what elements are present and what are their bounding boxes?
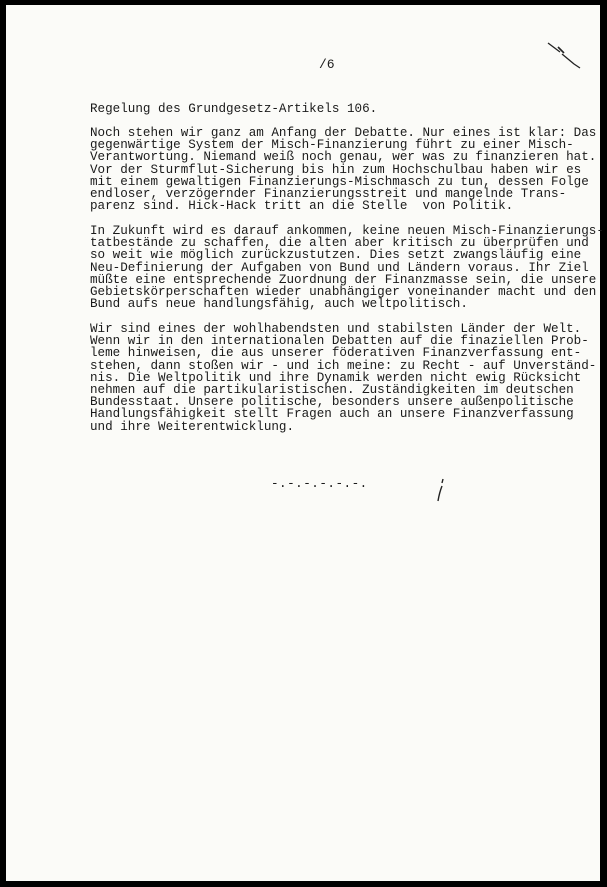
text-line: Neu-Definierung der Aufgaben von Bund und Ländern voraus. Ihr Ziel <box>90 260 589 275</box>
handwritten-mark <box>434 475 448 505</box>
text-line: Verantwortung. Niemand weiß noch genau, wer was zu finanzieren hat. <box>90 150 597 165</box>
text-line: endloser, verzögernder Finanzierungsstreit und mangelnde Trans- <box>90 187 567 202</box>
text-line: Bundesstaat. Unsere politische, besonders unsere außenpolitische <box>90 395 574 410</box>
text-line: gegenwärtige System der Misch-Finanzierung führt zu einer Misch- <box>90 138 574 153</box>
text-line: Gebietskörperschaften wieder unabhängiger voneinander macht und den <box>90 285 597 300</box>
text-line: stehen, dann stoßen wir - und ich meine: zu Recht - auf Unverständ- <box>90 358 597 373</box>
text-line: Vor der Sturmflut-Sicherung bis hin zum Hochschulbau haben wir es <box>90 162 582 177</box>
text-line: nehmen auf die partikularistischen. Zuständigkeiten im deutschen <box>90 383 574 398</box>
page-number: /6 <box>319 57 335 72</box>
text-line: Wir sind eines der wohlhabendsten und stabilsten Länder der Welt. <box>90 322 582 336</box>
text-line: und ihre Weiterentwicklung. <box>90 419 295 434</box>
text-line: parenz sind. Hick-Hack tritt an die Stelle von Politik. <box>90 199 514 214</box>
text-line: mit einem gewaltigen Finanzierungs-Mischmasch zu tun, dessen Folge <box>90 174 589 189</box>
text-line: In Zukunft wird es darauf ankommen, keine neuen Misch-Finanzierungs- <box>90 224 604 238</box>
end-separator: -.-.-.-.-.-. <box>271 477 368 491</box>
paragraph-2 <box>90 225 604 310</box>
text-line: nis. Die Weltpolitik und ihre Dynamik werden nicht ewig Rücksicht <box>90 370 582 385</box>
corner-pen-mark <box>544 39 584 73</box>
text-line: Noch stehen wir ganz am Anfang der Debatte. Nur eines ist klar: Das <box>90 126 597 140</box>
text-line: leme hinweisen, die aus unserer föderativen Finanzverfassung ent- <box>90 346 582 361</box>
text-line: Bund aufs neue handlungsfähig, auch weltpolitisch. <box>90 297 468 312</box>
text-line: Handlungsfähigkeit stellt Fragen auch an unsere Finanzverfassung <box>90 407 574 422</box>
document-page <box>6 5 604 881</box>
text-line: so weit wie möglich zurückzustutzen. Dies setzt zwangsläufig eine <box>90 248 582 263</box>
text-line: müßte eine entsprechende Zuordnung der Finanzmasse sein, die unsere <box>90 272 597 287</box>
text-line: Wenn wir in den internationalen Debatten auf die finaziellen Prob- <box>90 334 589 349</box>
paragraph-3 <box>90 323 596 433</box>
text-line: tatbestände zu schaffen, die alten aber kritisch zu überprüfen und <box>90 236 589 251</box>
section-heading: Regelung des Grundgesetz-Artikels 106. <box>90 102 378 116</box>
paragraph-1 <box>90 127 596 212</box>
